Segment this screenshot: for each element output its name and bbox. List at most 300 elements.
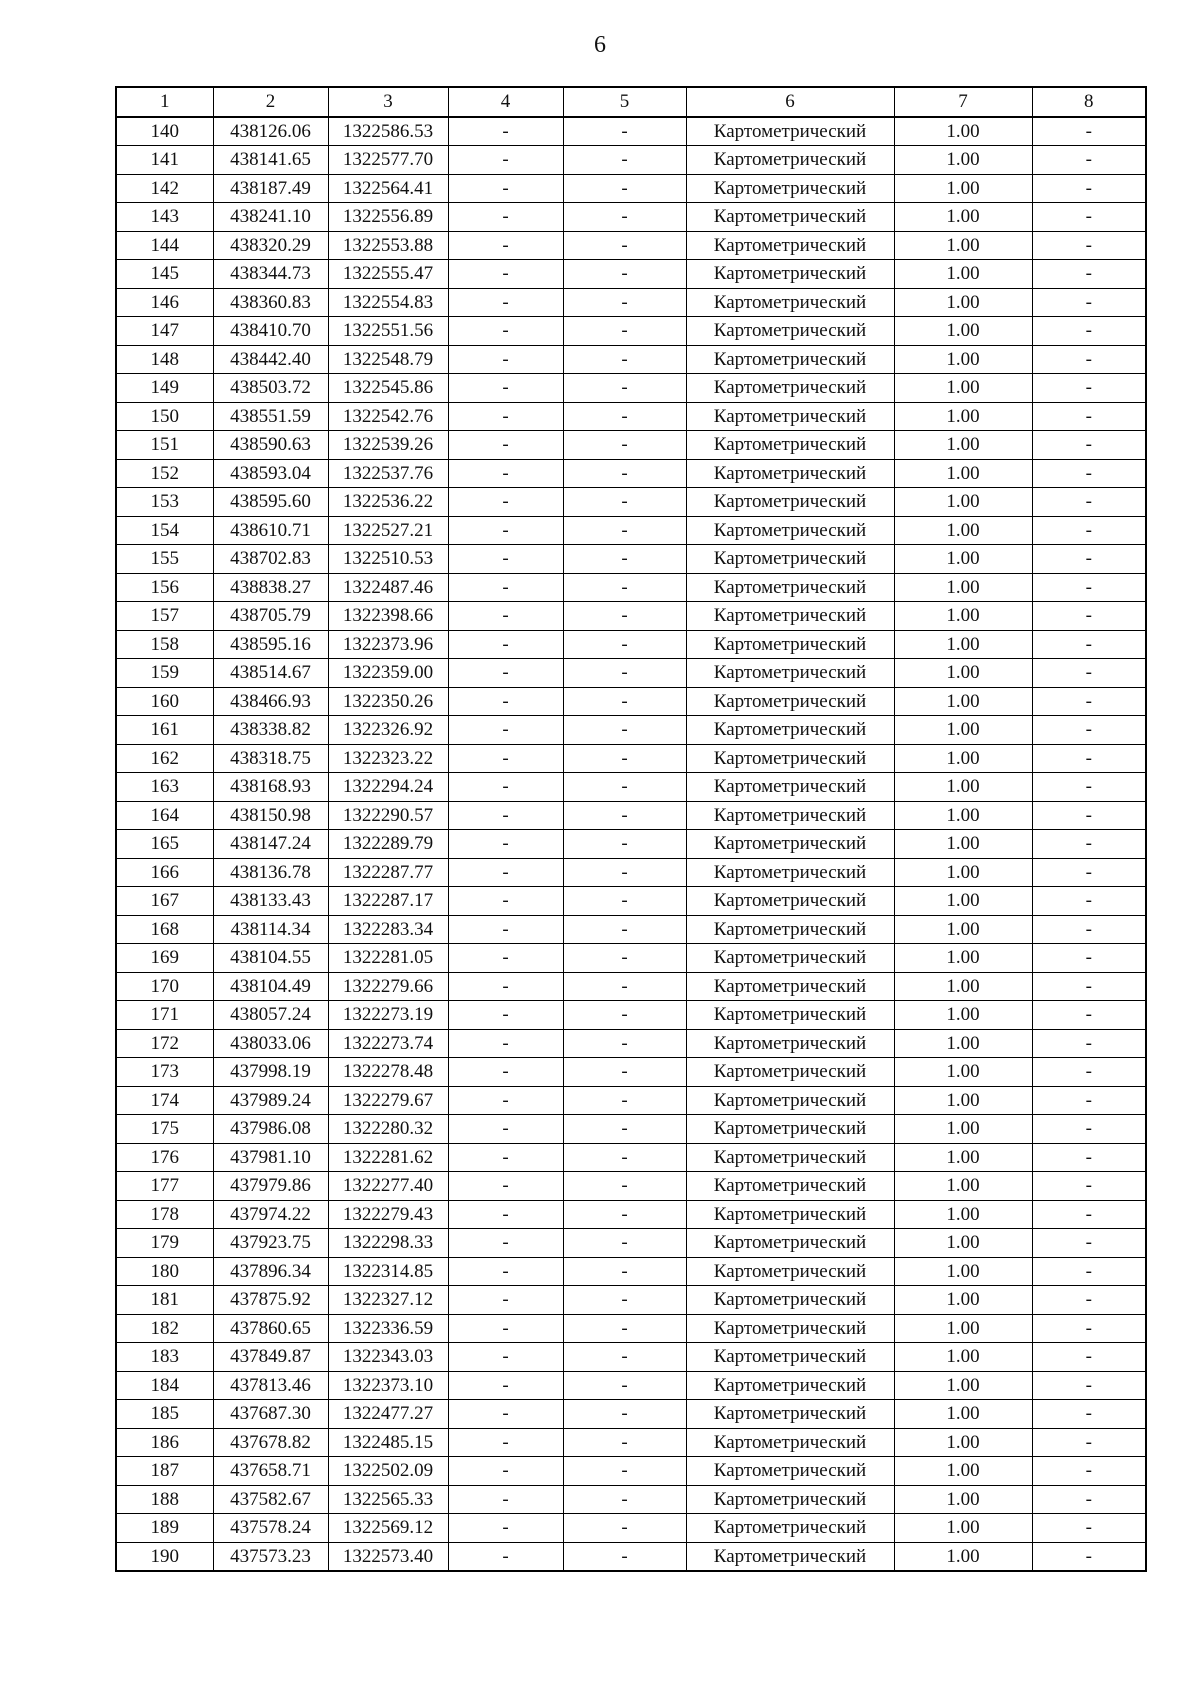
accuracy-cell: 1.00 (894, 1457, 1032, 1486)
col5-cell: - (563, 1286, 686, 1315)
table-row (116, 1542, 1146, 1571)
x-coordinate-cell: 438104.49 (213, 972, 328, 1001)
x-coordinate-cell: 438338.82 (213, 716, 328, 745)
col8-cell: - (1032, 972, 1146, 1001)
x-coordinate-cell: 437849.87 (213, 1343, 328, 1372)
y-coordinate-cell: 1322537.76 (328, 459, 448, 488)
method-cell: Картометрический (686, 146, 894, 175)
col4-cell: - (448, 146, 563, 175)
table-row (116, 630, 1146, 659)
col5-cell: - (563, 1115, 686, 1144)
y-coordinate-cell: 1322554.83 (328, 288, 448, 317)
col5-cell: - (563, 1001, 686, 1030)
table-row (116, 1086, 1146, 1115)
accuracy-cell: 1.00 (894, 1428, 1032, 1457)
accuracy-cell: 1.00 (894, 1314, 1032, 1343)
y-coordinate-cell: 1322279.67 (328, 1086, 448, 1115)
col5-cell: - (563, 944, 686, 973)
y-coordinate-cell: 1322279.66 (328, 972, 448, 1001)
point-number-cell: 147 (116, 317, 213, 346)
x-coordinate-cell: 438702.83 (213, 545, 328, 574)
y-coordinate-cell: 1322336.59 (328, 1314, 448, 1343)
method-cell: Картометрический (686, 374, 894, 403)
point-number-cell: 143 (116, 203, 213, 232)
col8-cell: - (1032, 1029, 1146, 1058)
col8-cell: - (1032, 146, 1146, 175)
accuracy-cell: 1.00 (894, 1001, 1032, 1030)
y-coordinate-cell: 1322373.96 (328, 630, 448, 659)
col8-cell: - (1032, 488, 1146, 517)
accuracy-cell: 1.00 (894, 1343, 1032, 1372)
col8-cell: - (1032, 1229, 1146, 1258)
col8-cell: - (1032, 459, 1146, 488)
accuracy-cell: 1.00 (894, 1229, 1032, 1258)
col5-cell: - (563, 659, 686, 688)
accuracy-cell: 1.00 (894, 260, 1032, 289)
col8-cell: - (1032, 801, 1146, 830)
col4-cell: - (448, 830, 563, 859)
y-coordinate-cell: 1322577.70 (328, 146, 448, 175)
col4-cell: - (448, 1514, 563, 1543)
accuracy-cell: 1.00 (894, 858, 1032, 887)
col4-cell: - (448, 1029, 563, 1058)
point-number-cell: 181 (116, 1286, 213, 1315)
col4-cell: - (448, 231, 563, 260)
point-number-cell: 173 (116, 1058, 213, 1087)
col8-cell: - (1032, 516, 1146, 545)
col5-cell: - (563, 231, 686, 260)
col5-cell: - (563, 858, 686, 887)
table-row (116, 516, 1146, 545)
method-cell: Картометрический (686, 174, 894, 203)
col8-cell: - (1032, 203, 1146, 232)
accuracy-cell: 1.00 (894, 1143, 1032, 1172)
x-coordinate-cell: 437981.10 (213, 1143, 328, 1172)
col8-cell: - (1032, 288, 1146, 317)
point-number-cell: 188 (116, 1485, 213, 1514)
table-row (116, 231, 1146, 260)
x-coordinate-cell: 438104.55 (213, 944, 328, 973)
y-coordinate-cell: 1322281.05 (328, 944, 448, 973)
table-row (116, 801, 1146, 830)
col4-cell: - (448, 915, 563, 944)
x-coordinate-cell: 438141.65 (213, 146, 328, 175)
col8-cell: - (1032, 887, 1146, 916)
col8-cell: - (1032, 374, 1146, 403)
col8-cell: - (1032, 1200, 1146, 1229)
accuracy-cell: 1.00 (894, 1542, 1032, 1571)
col8-cell: - (1032, 1343, 1146, 1372)
point-number-cell: 187 (116, 1457, 213, 1486)
method-cell: Картометрический (686, 687, 894, 716)
y-coordinate-cell: 1322539.26 (328, 431, 448, 460)
col4-cell: - (448, 488, 563, 517)
accuracy-cell: 1.00 (894, 630, 1032, 659)
col8-cell: - (1032, 716, 1146, 745)
y-coordinate-cell: 1322536.22 (328, 488, 448, 517)
table-row (116, 1286, 1146, 1315)
y-coordinate-cell: 1322326.92 (328, 716, 448, 745)
col4-cell: - (448, 602, 563, 631)
method-cell: Картометрический (686, 573, 894, 602)
col8-cell: - (1032, 1143, 1146, 1172)
col4-cell: - (448, 887, 563, 916)
col8-cell: - (1032, 317, 1146, 346)
y-coordinate-cell: 1322477.27 (328, 1400, 448, 1429)
col5-cell: - (563, 288, 686, 317)
x-coordinate-cell: 437687.30 (213, 1400, 328, 1429)
y-coordinate-cell: 1322564.41 (328, 174, 448, 203)
x-coordinate-cell: 438410.70 (213, 317, 328, 346)
point-number-cell: 175 (116, 1115, 213, 1144)
col5-cell: - (563, 1485, 686, 1514)
column-header-6: 6 (686, 87, 894, 117)
table-body (116, 117, 1146, 1572)
col8-cell: - (1032, 687, 1146, 716)
col5-cell: - (563, 1257, 686, 1286)
accuracy-cell: 1.00 (894, 1172, 1032, 1201)
col5-cell: - (563, 1457, 686, 1486)
x-coordinate-cell: 437678.82 (213, 1428, 328, 1457)
x-coordinate-cell: 437974.22 (213, 1200, 328, 1229)
accuracy-cell: 1.00 (894, 1058, 1032, 1087)
col5-cell: - (563, 374, 686, 403)
method-cell: Картометрический (686, 488, 894, 517)
point-number-cell: 168 (116, 915, 213, 944)
method-cell: Картометрический (686, 630, 894, 659)
col8-cell: - (1032, 1001, 1146, 1030)
accuracy-cell: 1.00 (894, 1514, 1032, 1543)
col8-cell: - (1032, 1400, 1146, 1429)
method-cell: Картометрический (686, 1400, 894, 1429)
column-header-5: 5 (563, 87, 686, 117)
method-cell: Картометрический (686, 1371, 894, 1400)
y-coordinate-cell: 1322273.19 (328, 1001, 448, 1030)
col4-cell: - (448, 1542, 563, 1571)
column-header-4: 4 (448, 87, 563, 117)
method-cell: Картометрический (686, 1514, 894, 1543)
x-coordinate-cell: 438551.59 (213, 402, 328, 431)
method-cell: Картометрический (686, 1343, 894, 1372)
accuracy-cell: 1.00 (894, 573, 1032, 602)
point-number-cell: 154 (116, 516, 213, 545)
col8-cell: - (1032, 1257, 1146, 1286)
y-coordinate-cell: 1322277.40 (328, 1172, 448, 1201)
col5-cell: - (563, 602, 686, 631)
x-coordinate-cell: 438168.93 (213, 773, 328, 802)
point-number-cell: 148 (116, 345, 213, 374)
method-cell: Картометрический (686, 1485, 894, 1514)
table-row (116, 1371, 1146, 1400)
point-number-cell: 159 (116, 659, 213, 688)
col5-cell: - (563, 801, 686, 830)
method-cell: Картометрический (686, 887, 894, 916)
y-coordinate-cell: 1322555.47 (328, 260, 448, 289)
col5-cell: - (563, 345, 686, 374)
coordinates-table (115, 86, 1147, 1572)
y-coordinate-cell: 1322565.33 (328, 1485, 448, 1514)
y-coordinate-cell: 1322294.24 (328, 773, 448, 802)
point-number-cell: 142 (116, 174, 213, 203)
y-coordinate-cell: 1322573.40 (328, 1542, 448, 1571)
x-coordinate-cell: 437979.86 (213, 1172, 328, 1201)
table-row (116, 117, 1146, 146)
col8-cell: - (1032, 1428, 1146, 1457)
accuracy-cell: 1.00 (894, 1115, 1032, 1144)
x-coordinate-cell: 438136.78 (213, 858, 328, 887)
col4-cell: - (448, 260, 563, 289)
method-cell: Картометрический (686, 231, 894, 260)
point-number-cell: 161 (116, 716, 213, 745)
table-row (116, 459, 1146, 488)
col4-cell: - (448, 402, 563, 431)
col5-cell: - (563, 117, 686, 146)
accuracy-cell: 1.00 (894, 1086, 1032, 1115)
accuracy-cell: 1.00 (894, 1200, 1032, 1229)
point-number-cell: 174 (116, 1086, 213, 1115)
col4-cell: - (448, 1457, 563, 1486)
x-coordinate-cell: 437860.65 (213, 1314, 328, 1343)
accuracy-cell: 1.00 (894, 972, 1032, 1001)
accuracy-cell: 1.00 (894, 203, 1032, 232)
method-cell: Картометрический (686, 1314, 894, 1343)
accuracy-cell: 1.00 (894, 459, 1032, 488)
method-cell: Картометрический (686, 1086, 894, 1115)
col5-cell: - (563, 174, 686, 203)
point-number-cell: 153 (116, 488, 213, 517)
point-number-cell: 176 (116, 1143, 213, 1172)
col5-cell: - (563, 146, 686, 175)
col5-cell: - (563, 459, 686, 488)
accuracy-cell: 1.00 (894, 345, 1032, 374)
table-row (116, 1514, 1146, 1543)
col4-cell: - (448, 1058, 563, 1087)
col5-cell: - (563, 716, 686, 745)
point-number-cell: 166 (116, 858, 213, 887)
y-coordinate-cell: 1322273.74 (328, 1029, 448, 1058)
method-cell: Картометрический (686, 972, 894, 1001)
point-number-cell: 141 (116, 146, 213, 175)
point-number-cell: 152 (116, 459, 213, 488)
table-row (116, 1172, 1146, 1201)
x-coordinate-cell: 438595.16 (213, 630, 328, 659)
y-coordinate-cell: 1322327.12 (328, 1286, 448, 1315)
y-coordinate-cell: 1322359.00 (328, 659, 448, 688)
col5-cell: - (563, 630, 686, 659)
method-cell: Картометрический (686, 773, 894, 802)
column-header-1: 1 (116, 87, 213, 117)
col5-cell: - (563, 545, 686, 574)
y-coordinate-cell: 1322290.57 (328, 801, 448, 830)
y-coordinate-cell: 1322343.03 (328, 1343, 448, 1372)
col4-cell: - (448, 545, 563, 574)
col5-cell: - (563, 1086, 686, 1115)
col5-cell: - (563, 402, 686, 431)
method-cell: Картометрический (686, 1143, 894, 1172)
col8-cell: - (1032, 1314, 1146, 1343)
method-cell: Картометрический (686, 1200, 894, 1229)
accuracy-cell: 1.00 (894, 944, 1032, 973)
point-number-cell: 178 (116, 1200, 213, 1229)
table-row (116, 858, 1146, 887)
x-coordinate-cell: 437923.75 (213, 1229, 328, 1258)
col5-cell: - (563, 317, 686, 346)
table-row (116, 573, 1146, 602)
y-coordinate-cell: 1322323.22 (328, 744, 448, 773)
col5-cell: - (563, 1400, 686, 1429)
col8-cell: - (1032, 1172, 1146, 1201)
y-coordinate-cell: 1322283.34 (328, 915, 448, 944)
table-row (116, 1029, 1146, 1058)
y-coordinate-cell: 1322502.09 (328, 1457, 448, 1486)
accuracy-cell: 1.00 (894, 830, 1032, 859)
table-row (116, 545, 1146, 574)
col8-cell: - (1032, 231, 1146, 260)
method-cell: Картометрический (686, 1286, 894, 1315)
table-row (116, 1200, 1146, 1229)
accuracy-cell: 1.00 (894, 716, 1032, 745)
table-row (116, 260, 1146, 289)
method-cell: Картометрический (686, 402, 894, 431)
accuracy-cell: 1.00 (894, 687, 1032, 716)
x-coordinate-cell: 437989.24 (213, 1086, 328, 1115)
col4-cell: - (448, 459, 563, 488)
col4-cell: - (448, 716, 563, 745)
x-coordinate-cell: 437998.19 (213, 1058, 328, 1087)
method-cell: Картометрический (686, 602, 894, 631)
point-number-cell: 162 (116, 744, 213, 773)
y-coordinate-cell: 1322287.17 (328, 887, 448, 916)
col4-cell: - (448, 1229, 563, 1258)
method-cell: Картометрический (686, 345, 894, 374)
method-cell: Картометрический (686, 516, 894, 545)
col8-cell: - (1032, 1457, 1146, 1486)
col8-cell: - (1032, 915, 1146, 944)
point-number-cell: 164 (116, 801, 213, 830)
y-coordinate-cell: 1322569.12 (328, 1514, 448, 1543)
point-number-cell: 186 (116, 1428, 213, 1457)
point-number-cell: 155 (116, 545, 213, 574)
x-coordinate-cell: 438344.73 (213, 260, 328, 289)
col8-cell: - (1032, 1542, 1146, 1571)
accuracy-cell: 1.00 (894, 317, 1032, 346)
x-coordinate-cell: 438133.43 (213, 887, 328, 916)
point-number-cell: 169 (116, 944, 213, 973)
accuracy-cell: 1.00 (894, 402, 1032, 431)
col4-cell: - (448, 431, 563, 460)
accuracy-cell: 1.00 (894, 773, 1032, 802)
x-coordinate-cell: 437813.46 (213, 1371, 328, 1400)
table-header-row (116, 87, 1146, 117)
col8-cell: - (1032, 830, 1146, 859)
table-row (116, 488, 1146, 517)
point-number-cell: 163 (116, 773, 213, 802)
x-coordinate-cell: 438320.29 (213, 231, 328, 260)
x-coordinate-cell: 437875.92 (213, 1286, 328, 1315)
point-number-cell: 177 (116, 1172, 213, 1201)
col5-cell: - (563, 516, 686, 545)
column-header-8: 8 (1032, 87, 1146, 117)
table-row (116, 972, 1146, 1001)
accuracy-cell: 1.00 (894, 516, 1032, 545)
table-row (116, 602, 1146, 631)
x-coordinate-cell: 438114.34 (213, 915, 328, 944)
col5-cell: - (563, 1428, 686, 1457)
col4-cell: - (448, 944, 563, 973)
y-coordinate-cell: 1322485.15 (328, 1428, 448, 1457)
col4-cell: - (448, 1200, 563, 1229)
accuracy-cell: 1.00 (894, 659, 1032, 688)
x-coordinate-cell: 438241.10 (213, 203, 328, 232)
col4-cell: - (448, 1400, 563, 1429)
col5-cell: - (563, 1343, 686, 1372)
col4-cell: - (448, 1257, 563, 1286)
x-coordinate-cell: 437582.67 (213, 1485, 328, 1514)
x-coordinate-cell: 438503.72 (213, 374, 328, 403)
x-coordinate-cell: 437573.23 (213, 1542, 328, 1571)
point-number-cell: 146 (116, 288, 213, 317)
page-number: 6 (594, 32, 606, 58)
table-row (116, 288, 1146, 317)
accuracy-cell: 1.00 (894, 1485, 1032, 1514)
method-cell: Картометрический (686, 744, 894, 773)
x-coordinate-cell: 438147.24 (213, 830, 328, 859)
table-row (116, 431, 1146, 460)
col8-cell: - (1032, 659, 1146, 688)
point-number-cell: 170 (116, 972, 213, 1001)
col5-cell: - (563, 1058, 686, 1087)
point-number-cell: 149 (116, 374, 213, 403)
col5-cell: - (563, 203, 686, 232)
col5-cell: - (563, 972, 686, 1001)
column-header-2: 2 (213, 87, 328, 117)
table-row (116, 1058, 1146, 1087)
col4-cell: - (448, 858, 563, 887)
table-row (116, 659, 1146, 688)
table-row (116, 402, 1146, 431)
col4-cell: - (448, 1086, 563, 1115)
col4-cell: - (448, 1001, 563, 1030)
point-number-cell: 145 (116, 260, 213, 289)
col8-cell: - (1032, 1058, 1146, 1087)
x-coordinate-cell: 438442.40 (213, 345, 328, 374)
col4-cell: - (448, 317, 563, 346)
x-coordinate-cell: 438705.79 (213, 602, 328, 631)
method-cell: Картометрический (686, 858, 894, 887)
y-coordinate-cell: 1322279.43 (328, 1200, 448, 1229)
x-coordinate-cell: 437578.24 (213, 1514, 328, 1543)
accuracy-cell: 1.00 (894, 915, 1032, 944)
y-coordinate-cell: 1322289.79 (328, 830, 448, 859)
point-number-cell: 179 (116, 1229, 213, 1258)
col5-cell: - (563, 887, 686, 916)
col4-cell: - (448, 174, 563, 203)
col5-cell: - (563, 431, 686, 460)
table-row (116, 1257, 1146, 1286)
table-row (116, 345, 1146, 374)
method-cell: Картометрический (686, 944, 894, 973)
y-coordinate-cell: 1322527.21 (328, 516, 448, 545)
y-coordinate-cell: 1322373.10 (328, 1371, 448, 1400)
accuracy-cell: 1.00 (894, 887, 1032, 916)
point-number-cell: 185 (116, 1400, 213, 1429)
point-number-cell: 189 (116, 1514, 213, 1543)
accuracy-cell: 1.00 (894, 117, 1032, 146)
point-number-cell: 156 (116, 573, 213, 602)
x-coordinate-cell: 438595.60 (213, 488, 328, 517)
col4-cell: - (448, 516, 563, 545)
col8-cell: - (1032, 1086, 1146, 1115)
